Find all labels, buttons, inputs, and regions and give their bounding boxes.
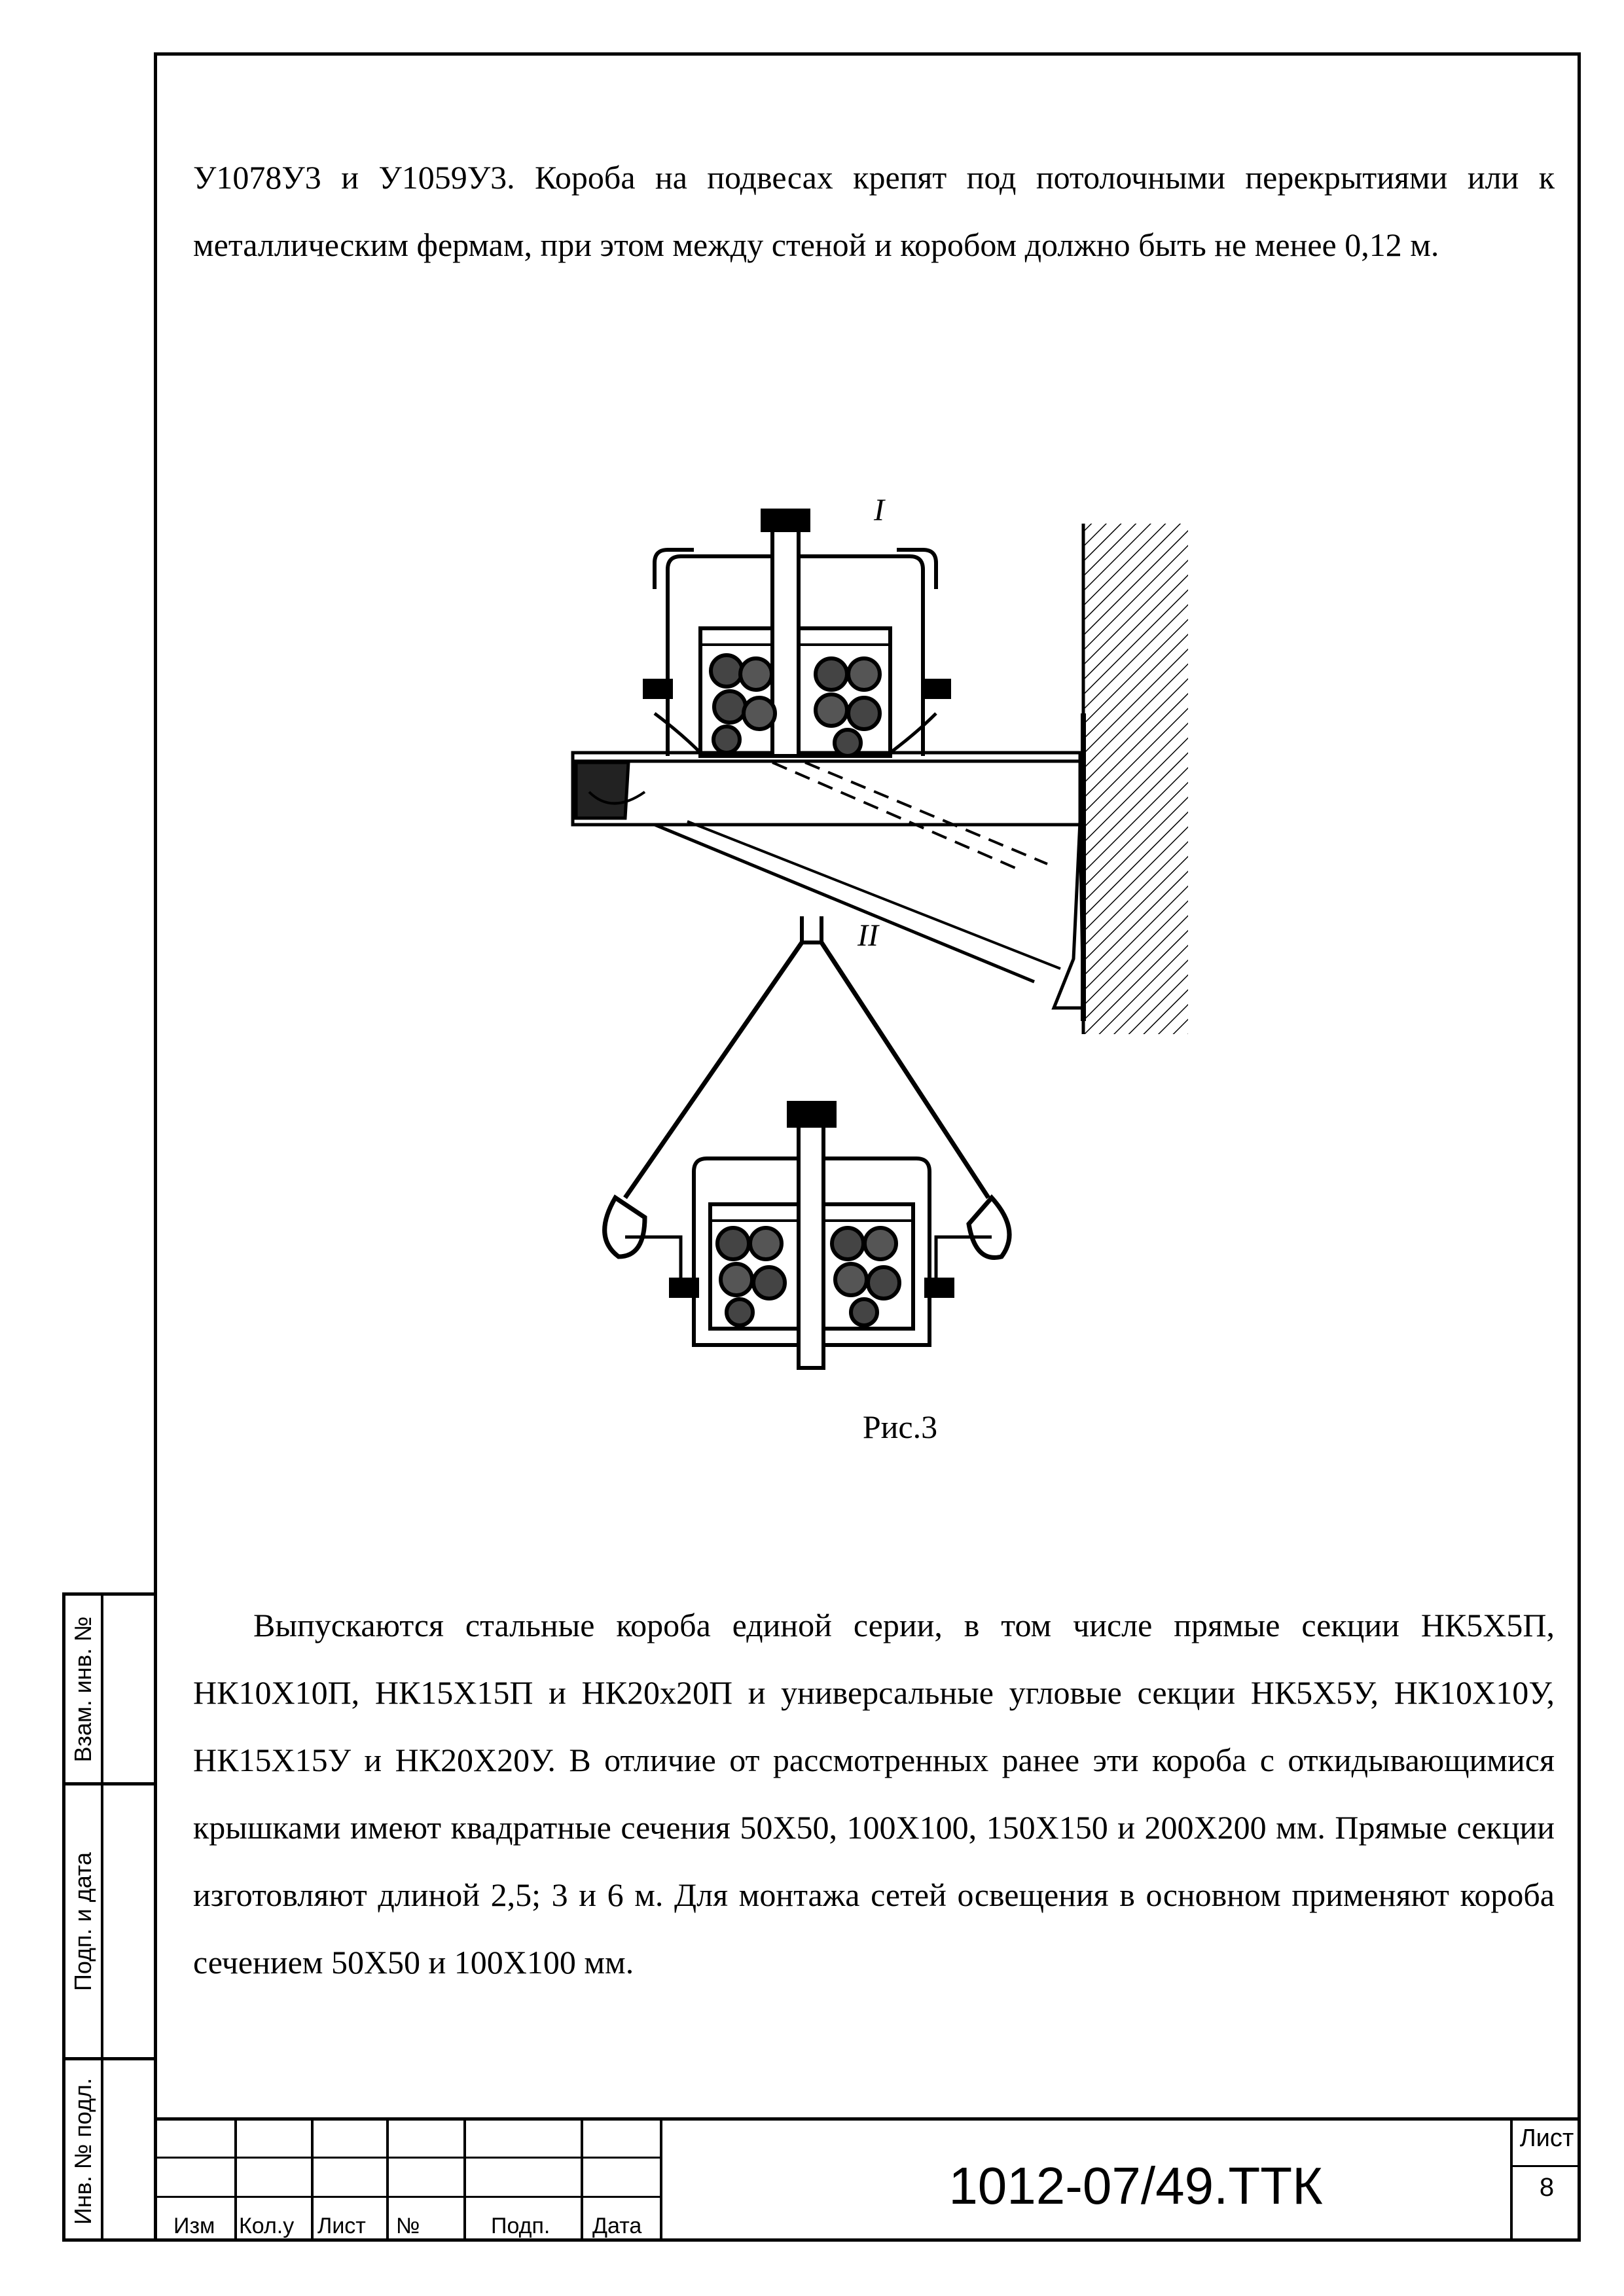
title-block — [154, 2117, 1581, 2242]
col-num: № — [396, 2214, 420, 2238]
col-data: Дата — [592, 2214, 642, 2238]
side-cell-signature — [65, 1785, 154, 2060]
col-podp: Подп. — [491, 2214, 550, 2238]
tray-on-bracket — [645, 511, 949, 756]
sheet-number: 8 — [1539, 2173, 1555, 2202]
wall — [1083, 524, 1188, 1034]
figure-cable-tray-drawing — [556, 471, 1211, 1401]
figure-caption: Рис.3 — [862, 1408, 938, 1445]
figure-label-1: I — [874, 493, 884, 528]
side-cell-replacement — [65, 1596, 154, 1785]
wall-bracket — [573, 713, 1083, 1021]
side-label-inventory: Инв. № подл. — [69, 2077, 96, 2225]
tray-on-suspension — [605, 916, 1009, 1368]
side-stamp — [62, 1592, 154, 2242]
document-code: 1012-07/49.ТТК — [948, 2157, 1323, 2215]
paragraph-1: У1078У3 и У1059У3. Короба на подвесах крепят под потолочными перекрытиями или к металлическим фермам, при этом между стеной и коробом должно быть не менее 0,12 м. — [193, 159, 1555, 263]
paragraph-2: Выпускаются стальные короба единой серии, в том числе прямые секции НК5Х5П, НК10Х10П, НК15Х15П и НК20х20П и универсальные угловые секции НК5Х5У, НК10Х10У, НК15Х15У и НК20Х20У. В отличие от рассмотренных ранее эти короба с откидывающимися крышками имеют квадратные сечения 50Х50, 100Х100, 150Х150 и 200Х200 мм. Прямые секции изготовляют длиной 2,5; 3 и 6 м. Для монтажа сетей освещения в основном применяют короба сечением 50Х50 и 100Х100 мм. — [193, 1607, 1555, 1981]
sheet-label: Лист — [1519, 2125, 1574, 2152]
figure-label-2: II — [857, 918, 878, 953]
col-izm: Изм — [173, 2214, 215, 2238]
col-kol: Кол.у — [239, 2214, 295, 2238]
side-cell-inventory — [65, 2060, 154, 2242]
side-label-replacement: Взам. инв. № — [69, 1615, 96, 1763]
side-label-signature: Подп. и дата — [69, 1852, 96, 1991]
col-list: Лист — [317, 2214, 366, 2238]
